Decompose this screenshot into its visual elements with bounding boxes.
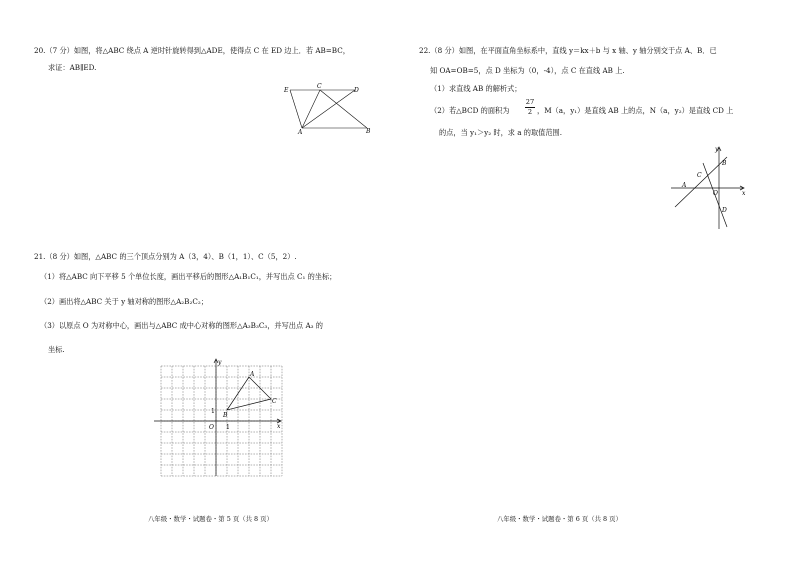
q21-label-A: A — [250, 371, 255, 378]
q22-label-A: A — [682, 182, 687, 189]
q22-line3: （1）求直线 AB 的解析式； — [430, 84, 522, 93]
q22-line4-post: ，M（a，y₁）是直线 AB 上的点，N（a，y₂）是直线 CD 上 — [537, 106, 734, 115]
q21-line2: （1）将△ABC 向下平移 5 个单位长度，画出平移后的图形△A₁B₁C₁，并写出点 C₁ 的坐标； — [40, 272, 337, 281]
q22-line2: 知 OA=OB=5，点 D 坐标为（0，-4），点 C 在直线 AB 上. — [430, 66, 625, 75]
q22-label-D: D — [722, 207, 727, 214]
q21-label-C: C — [272, 398, 277, 405]
q20-segment-AC — [302, 90, 320, 128]
q22-label-y: y — [715, 146, 719, 153]
q22-line5: 的点，当 y₁＞y₂ 时，求 a 的取值范围. — [439, 128, 563, 137]
q20-label-C: C — [317, 83, 322, 90]
q22-fraction-denominator: 2 — [527, 108, 533, 116]
q22-label-B: B — [722, 160, 727, 167]
q20-segment-EA — [290, 90, 302, 128]
q22-label-O: O — [713, 190, 718, 197]
q22-label-C: C — [697, 172, 702, 179]
q20-segment-CB — [320, 90, 367, 128]
q21-triangle-ABC — [227, 377, 271, 410]
q20-label-D: D — [354, 87, 359, 94]
q22-fraction-numerator: 27 — [525, 98, 535, 106]
q20-segment-AD — [302, 90, 355, 128]
footer-right: 八年级・数学・试题卷・第 6 页（共 8 页） — [497, 515, 622, 523]
q21-label-y: y — [218, 359, 222, 366]
q21-grid-figure — [150, 358, 290, 480]
footer-left: 八年级・数学・试题卷・第 5 页（共 8 页） — [148, 515, 273, 523]
q21-line1: 21.（8 分）如图，△ABC 的三个顶点分别为 A（3，4）、B（1，1）、C（5，2）. — [34, 252, 297, 261]
q21-line5: 坐标. — [48, 345, 65, 354]
q22-figure — [667, 145, 749, 230]
q20-figure — [280, 80, 380, 140]
q20-line1: 20.（7 分）如图，将△ABC 绕点 A 逆时针旋转得到△ADE，使得点 C 在 ED 边上．若 AB=BC， — [34, 46, 350, 55]
page-right — [397, 0, 794, 561]
q20-line2: 求证：AB∥ED. — [48, 63, 97, 72]
q20-label-E: E — [284, 87, 289, 94]
q21-label-B: B — [223, 412, 228, 419]
q20-label-A: A — [298, 129, 303, 136]
q22-line1: 22.（8 分）如图，在平面直角坐标系中，直线 y＝kx＋b 与 x 轴、y 轴分别交于点 A、B．已 — [419, 46, 717, 55]
q20-label-B: B — [366, 128, 371, 135]
q21-label-1x: 1 — [226, 424, 230, 431]
q21-label-1y: 1 — [211, 408, 215, 415]
q22-line4-pre: （2）若△BCD 的面积为 — [430, 106, 510, 115]
q21-line3: （2）画出将△ABC 关于 y 轴对称的图形△A₂B₂C₂； — [40, 297, 208, 306]
q22-label-x: x — [742, 190, 746, 197]
q21-label-O: O — [209, 424, 214, 431]
q21-line4: （3）以原点 O 为对称中心，画出与△ABC 成中心对称的图形△A₃B₃C₃，并写出点 A₃ 的 — [40, 321, 323, 330]
q21-label-x: x — [277, 423, 281, 430]
